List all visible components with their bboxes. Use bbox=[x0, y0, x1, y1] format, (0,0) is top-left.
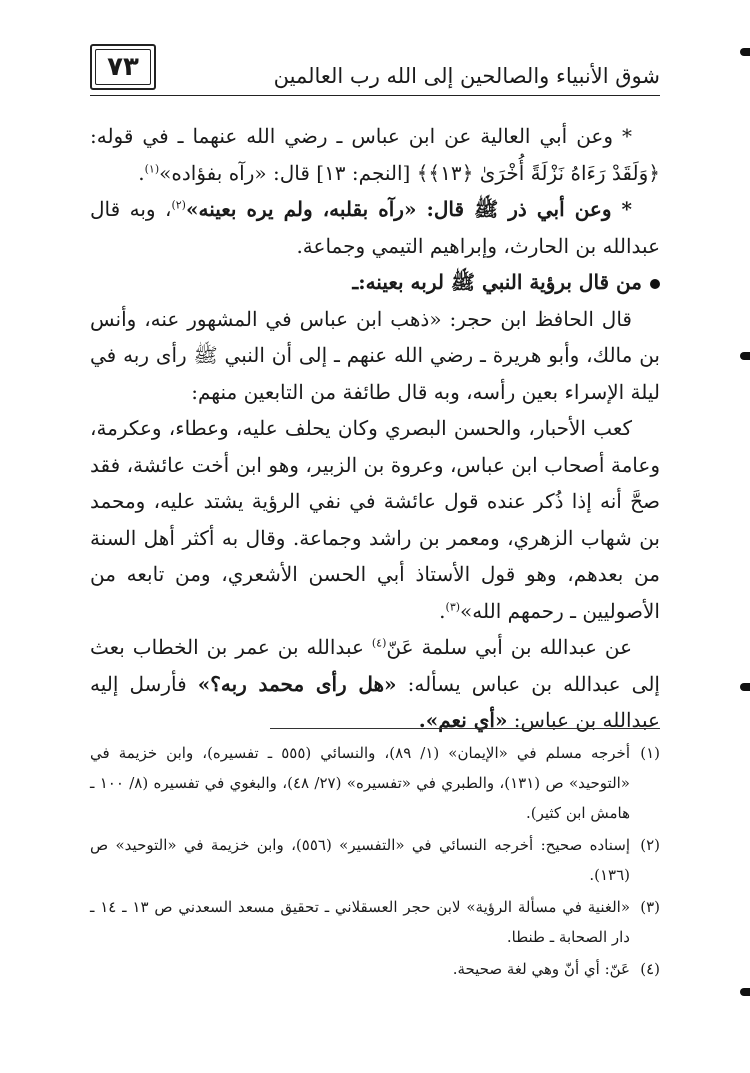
header-rule bbox=[90, 95, 660, 96]
footnote-number: (٣) bbox=[640, 898, 660, 916]
bullet-icon bbox=[650, 279, 660, 289]
footnote-1 bbox=[90, 738, 660, 828]
paragraph-5-reply: فأرسل إليه عبدالله بن عباس: bbox=[90, 671, 660, 732]
edge-mark bbox=[740, 683, 750, 691]
footnote-text: أخرجه مسلم في «الإيمان» (١/ ٨٩)، والنسائي (٥٥٥ ـ تفسيره)، وابن خزيمة في «التوحيد» ص (١٣١)، والطبري في «تفسيره» (٢٧/ ٤٨)، والبغوي في تفسيره (٨/ ١٠٠ ـ هامش ابن كثير). bbox=[90, 744, 630, 822]
footnotes bbox=[90, 738, 660, 986]
footnote-2 bbox=[90, 830, 660, 890]
footnote-number: (٤) bbox=[640, 960, 660, 978]
footnote-number: (١) bbox=[640, 744, 660, 762]
paragraph-4-text: كعب الأحبار، والحسن البصري وكان يحلف عليه، وعطاء، وعكرمة، وعامة أصحاب ابن عباس، وعروة بن الزبير، وهو ابن أخت عائشة، فقد صحَّ أنه إذا ذُكر عنده قول عائشة في نفي الرؤية يشتد عليه، ومحمد بن شهاب الزهري، ومعمر بن راشد وجماعة. وقال به أكثر أهل السنة من بعدهم، وهو قول الأستاذ أبي الحسن الأشعري، ومن تابعه من الأصوليين ـ رحمهم الله» bbox=[90, 416, 660, 623]
footnote-ref-4: (٤) bbox=[371, 636, 387, 650]
edge-mark bbox=[740, 48, 750, 56]
page-number-frame bbox=[90, 44, 156, 90]
footnote-ref-1: (١) bbox=[144, 161, 160, 175]
footnote-ref-2: (٢) bbox=[171, 198, 186, 212]
paragraph-5-middle: عبدالله بن عمر بن الخطاب بعث إلى عبدالله بن عباس يسأله: bbox=[90, 635, 660, 696]
footnote-text: عَنّ: أي أنّ وهي لغة صحيحة. bbox=[452, 960, 630, 978]
paragraph-5 bbox=[90, 629, 660, 739]
page-header bbox=[90, 40, 660, 100]
section-heading-text: من قال برؤية النبي ﷺ لربه بعينه:ـ bbox=[352, 270, 642, 294]
paragraph-2 bbox=[90, 191, 660, 264]
footnote-4 bbox=[90, 954, 660, 984]
paragraph-3: قال الحافظ ابن حجر: «ذهب ابن عباس في المشهور عنه، وأنس بن مالك، وأبو هريرة ـ رضي الله عنهم ـ إلى أن النبي ﷺ رأى ربه في ليلة الإسراء بعين رأسه، وبه قال طائفة من التابعين منهم: bbox=[90, 306, 660, 404]
running-title: شوق الأنبياء والصالحين إلى الله رب العالمين bbox=[273, 64, 660, 88]
answer-quote: «أي نعم». bbox=[418, 708, 508, 732]
footnote-ref-3: (٣) bbox=[445, 599, 461, 613]
footnote-3 bbox=[90, 892, 660, 952]
paragraph-4: كعب الأحبار، والحسن البصري وكان يحلف عليه، وعطاء، وعكرمة، وعامة أصحاب ابن عباس، وعروة بن الزبير، وهو ابن أخت عائشة، فقد صحَّ أنه إذا ذُكر عنده قول عائشة في نفي الرؤية يشتد عليه، ومحمد بن شهاب الزهري، ومعمر بن راشد وجماعة. وقال به أكثر أهل السنة من بعدهم، وهو قول الأستاذ أبي الحسن الأشعري، ومن تابعه من الأصوليين ـ رحمهم الله»$^{(٣)}$. bbox=[90, 416, 660, 623]
footnote-text: إسناده صحيح: أخرجه النسائي في «التفسير» (٥٥٦)، وابن خزيمة في «التوحيد» ص (١٣٦). bbox=[90, 836, 630, 884]
paragraph-2-quote: * وعن أبي ذر ﷺ قال: «رآه بقلبه، ولم يره بعينه» bbox=[185, 197, 632, 221]
paragraph-5-start: عن عبدالله بن أبي سلمة عَنّ bbox=[386, 635, 633, 659]
paragraph-1: * وعن أبي العالية عن ابن عباس ـ رضي الله عنهما ـ في قوله: ﴿وَلَقَدْ رَءَاهُ نَزْلَةً أُخْرَىٰ ﴿١٣﴾﴾ [النجم: ١٣] قال: «رآه بفؤاده»$^{(١)}$. bbox=[90, 124, 660, 185]
footnote-rule bbox=[270, 728, 660, 729]
edge-mark bbox=[740, 988, 750, 996]
edge-mark bbox=[740, 352, 750, 360]
footnote-text: «الغنية في مسألة الرؤية» لابن حجر العسقلاني ـ تحقيق مسعد السعدني ص ١٣ ـ ١٤ ـ دار الصحابة ـ طنطا. bbox=[90, 898, 630, 946]
paragraph-1-text: * وعن أبي العالية عن ابن عباس ـ رضي الله عنهما ـ في قوله: ﴿وَلَقَدْ رَءَاهُ نَزْلَةً أُخْرَىٰ ﴿١٣﴾﴾ [النجم: ١٣] قال: «رآه بفؤاده» bbox=[90, 124, 660, 185]
question-quote: «هل رأى محمد ربه؟» bbox=[197, 671, 397, 696]
paragraph-2-tail: ، وبه قال عبدالله بن الحارث، وإبراهيم التيمي وجماعة. bbox=[90, 197, 660, 258]
page-number: ٧٣ bbox=[107, 52, 139, 82]
footnote-number: (٢) bbox=[640, 836, 660, 854]
section-heading bbox=[90, 264, 660, 301]
main-text bbox=[90, 118, 660, 739]
